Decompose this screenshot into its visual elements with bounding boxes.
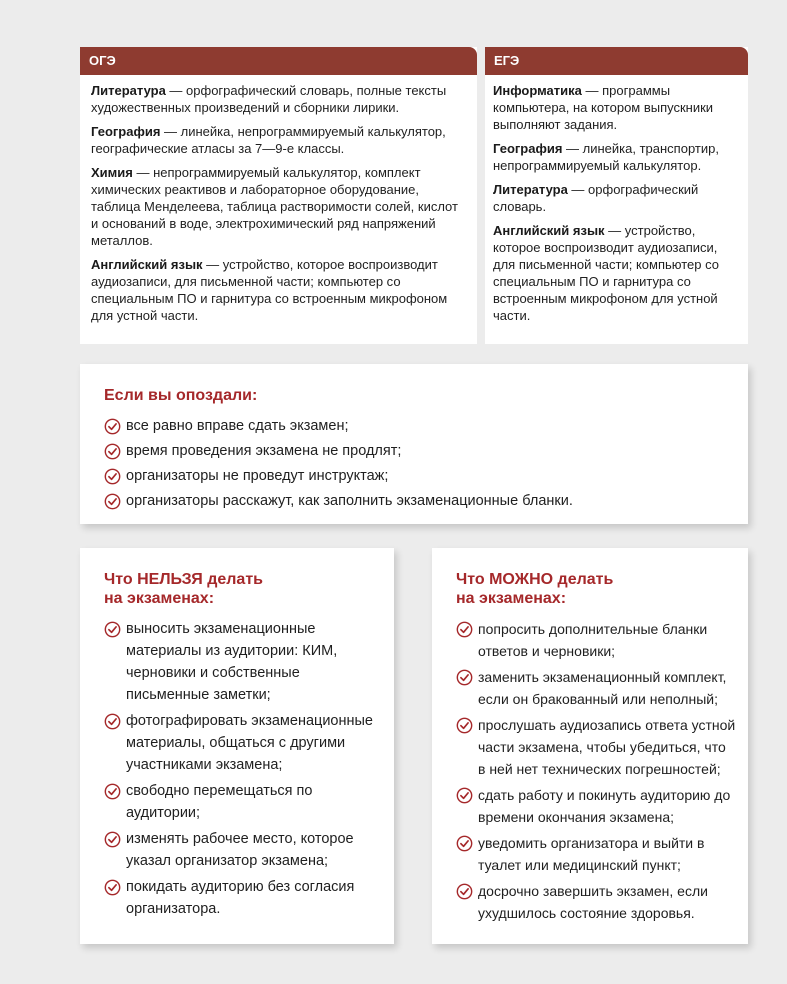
check-circle-icon <box>104 418 121 435</box>
check-circle-icon <box>104 831 121 848</box>
list-item: выносить экзаменационные материалы из аудитории: КИМ, черновики и собственные письменные заметки; <box>104 618 380 706</box>
list-item: уведомить организатора и выйти в туалет или медицинский пункт; <box>456 832 736 876</box>
forbidden-card <box>80 548 394 944</box>
oge-header: ОГЭ <box>80 47 477 75</box>
oge-item: География — линейка, непрограммируемый калькулятор, географические атласы за 7—9-е классы. <box>91 124 446 156</box>
check-circle-icon <box>456 717 473 734</box>
list-item: заменить экзаменационный комплект, если он бракованный или неполный; <box>456 666 736 710</box>
forbidden-title: Что НЕЛЬЗЯ делать на экзаменах: <box>104 571 263 607</box>
list-item: время проведения экзамена не продлят; <box>104 440 728 462</box>
check-circle-icon <box>456 669 473 686</box>
list-item: сдать работу и покинуть аудиторию до времени окончания экзамена; <box>456 784 736 828</box>
oge-item: Химия — непрограммируемый калькулятор, комплект химических реактивов и лабораторное оборудование, таблица Менделеева, таблица растворимости солей, кислот и оснований в воде, электрохимический ряд напряжений металлов. <box>91 165 458 248</box>
list-item: изменять рабочее место, которое указал организатор экзамена; <box>104 828 380 872</box>
check-circle-icon <box>104 443 121 460</box>
check-circle-icon <box>456 883 473 900</box>
check-circle-icon <box>104 493 121 510</box>
list-item: организаторы расскажут, как заполнить экзаменационные бланки. <box>104 490 728 512</box>
late-list <box>104 415 728 512</box>
check-circle-icon <box>456 621 473 638</box>
ege-item: Информатика — программы компьютера, на котором выпускники выполняют задания. <box>493 83 714 132</box>
ege-item: География — линейка, транспортир, непрограммируемый калькулятор. <box>493 141 719 173</box>
ege-header: ЕГЭ <box>485 47 748 75</box>
oge-item: Литература — орфографический словарь, полные тексты художественных произведений и сборники лирики. <box>91 83 447 115</box>
list-item: прослушать аудиозапись ответа устной части экзамена, чтобы убедиться, что в ней нет технических погрешностей; <box>456 714 736 780</box>
list-item: свободно перемещаться по аудитории; <box>104 780 380 824</box>
check-circle-icon <box>104 621 121 638</box>
check-circle-icon <box>456 835 473 852</box>
ege-item: Литература — орфографический словарь. <box>493 182 699 214</box>
forbidden-list <box>104 618 380 920</box>
list-item: досрочно завершить экзамен, если ухудшилось состояние здоровья. <box>456 880 736 924</box>
late-title: Если вы опоздали: <box>104 387 258 404</box>
list-item: все равно вправе сдать экзамен; <box>104 415 728 437</box>
list-item: покидать аудиторию без согласия организатора. <box>104 876 380 920</box>
list-item: организаторы не проведут инструктаж; <box>104 465 728 487</box>
check-circle-icon <box>104 783 121 800</box>
allowed-title: Что МОЖНО делать на экзаменах: <box>456 571 614 607</box>
ege-list <box>485 75 748 344</box>
list-item: фотографировать экзаменационные материалы, общаться с другими участниками экзамена; <box>104 710 380 776</box>
list-item: попросить дополнительные бланки ответов и черновики; <box>456 618 736 662</box>
allowed-list <box>456 618 736 924</box>
check-circle-icon <box>456 787 473 804</box>
ege-column <box>485 47 748 344</box>
oge-column <box>80 47 477 344</box>
allowed-card <box>432 548 748 944</box>
oge-list <box>80 75 477 344</box>
oge-item: Английский язык — устройство, которое воспроизводит аудиозаписи, для письменной части; компьютер со специальным ПО и гарнитура со встроенным микрофоном для устной части. <box>91 257 448 323</box>
late-card <box>80 364 748 524</box>
check-circle-icon <box>104 879 121 896</box>
check-circle-icon <box>104 468 121 485</box>
ege-item: Английский язык — устройство, которое воспроизводит аудиозаписи, для письменной части; компьютер со специальным ПО и гарнитура со встроенным микрофоном для устной части. <box>493 223 720 323</box>
check-circle-icon <box>104 713 121 730</box>
